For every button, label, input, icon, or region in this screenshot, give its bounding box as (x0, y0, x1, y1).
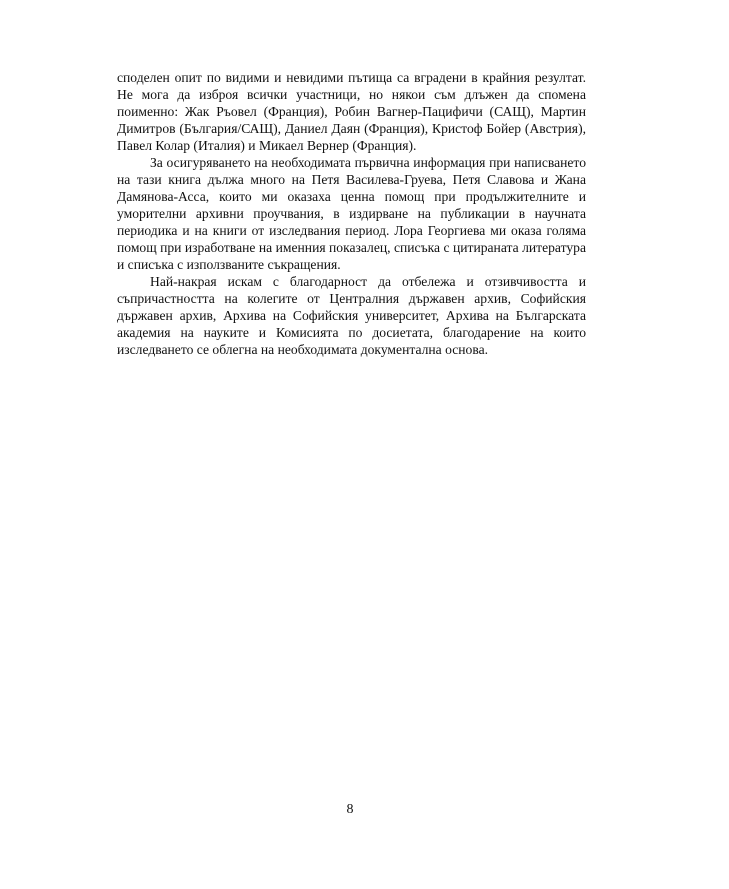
paragraph-2: За осигуряването на необходимата първична информация при написването на тази книга дължа много на Петя Василева-Груева, Петя Славова и Жана Дамянова-Асса, които ми оказаха ценна помощ при продължителните и уморителни архивни проучвания, в издирване на публикации в научната периодика и на книги от изследвания период. Лора Георгиева ми оказа голяма помощ при изработване на именния показалец, списъка с цитираната литература и списъка с използваните съкращения. (117, 155, 586, 272)
paragraph-3: Най-накрая искам с благодарност да отбележа и отзивчивостта и съпричастността на колегите от Централния държавен архив, Софийския държавен архив, Архива на Софийския университет, Архива на Българската академия на науките и Комисията по досиетата, благодарение на които изследването се облегна на необходимата документална основа. (117, 274, 586, 357)
page-number: 8 (346, 802, 354, 817)
paragraph-1: споделен опит по видими и невидими пътища са вградени в крайния резултат. Не мога да изброя всички участници, но някои съм длъжен да спомена поименно: Жак Ръовел (Франция), Робин Вагнер-Пацифичи (САЩ), Мартин Димитров (България/САЩ), Даниел Даян (Франция), Кристоф Бойер (Австрия), Павел Колар (Италия) и Микаел Вернер (Франция). (117, 70, 586, 153)
document-body (117, 69, 586, 358)
